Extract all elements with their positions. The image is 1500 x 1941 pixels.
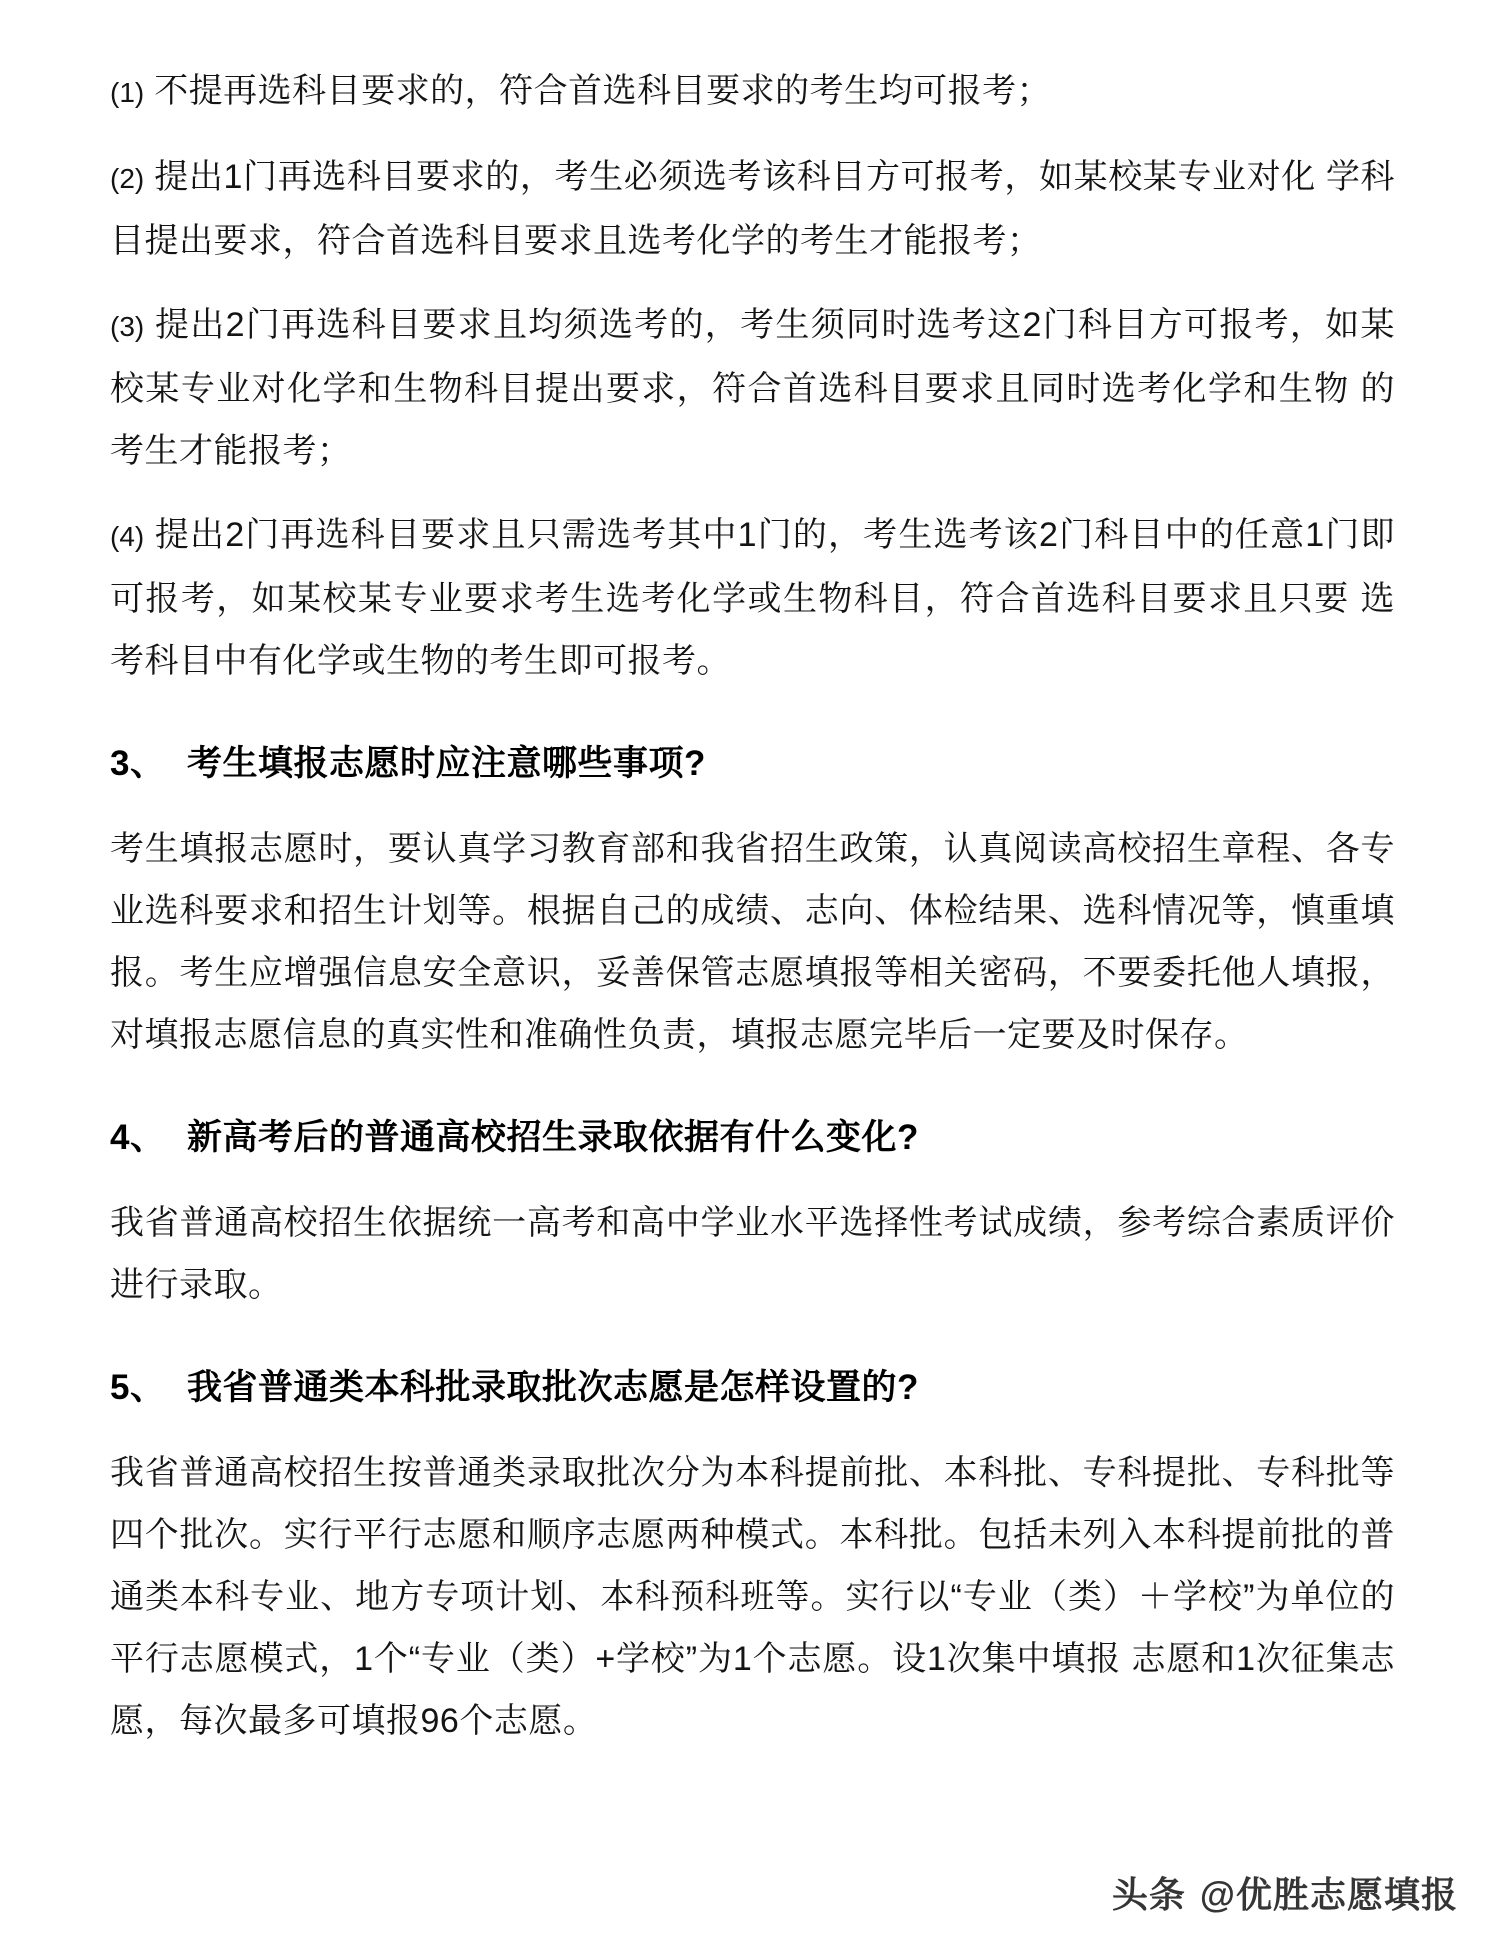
watermark [1111, 1874, 1458, 1915]
list-item [110, 60, 1395, 124]
list-item-text: 提出2门再选科目要求且均须选考的，考生须同时选考这2门科目方可报考，如某校某专业对化学和生物科目提出要求，符合首选科目要求且同时选考化学和生物 的考生才能报考； [110, 306, 1395, 470]
list-item-marker: (1) [110, 77, 145, 108]
qa-title: 考生填报志愿时应注意哪些事项? [186, 744, 706, 783]
qa-body: 我省普通高校招生依据统一高考和高中学业水平选择性考试成绩，参考综合素质评价进行录取。 [110, 1204, 1395, 1304]
list-item-text: 提出1门再选科目要求的，考生必须选考该科目方可报考，如某校某专业对化 学科目提出要求，符合首选科目要求且选考化学的考生才能报考； [110, 158, 1395, 260]
qa-separator: 、 [129, 1118, 165, 1157]
qa-section-3 [110, 738, 1395, 1066]
qa-title: 我省普通类本科批录取批次志愿是怎样设置的? [186, 1368, 919, 1407]
list-item-marker: (2) [110, 163, 145, 194]
qa-title: 新高考后的普通高校招生录取依据有什么变化? [186, 1118, 919, 1157]
list-item-text: 提出2门再选科目要求且只需选考其中1门的，考生选考该2门科目中的任意1门即可报考，如某校某专业要求考生选考化学或生物科目，符合首选科目要求且只要 选考科目中有化学或生物的考生即可报考。 [110, 516, 1395, 680]
list-item-text: 不提再选科目要求的，符合首选科目要求的考生均可报考； [154, 72, 1052, 110]
qa-body: 我省普通高校招生按普通类录取批次分为本科提前批、本科批、专科提批、专科批等四个批次。实行平行志愿和顺序志愿两种模式。本科批。包括未列入本科提前批的普通类本科专业、地方专项计划、本科预科班等。实行以“专业（类）＋学校”为单位的平行志愿模式，1个“专业（类）+学校”为1个志愿。设1次集中填报 志愿和1次征集志愿，每次最多可填报96个志愿。 [110, 1454, 1395, 1740]
qa-heading [110, 1362, 1395, 1414]
qa-body: 考生填报志愿时，要认真学习教育部和我省招生政策，认真阅读高校招生章程、各专业选科要求和招生计划等。根据自己的成绩、志向、体检结果、选科情况等，慎重填报。考生应增强信息安全意识，妥善保管志愿填报等相关密码，不要委托他人填报，对填报志愿信息的真实性和准确性负责，填报志愿完毕后一定要及时保存。 [110, 830, 1395, 1054]
document-content [110, 60, 1395, 1752]
list-item-marker: (4) [110, 521, 145, 552]
qa-number: 5 [110, 1368, 130, 1407]
list-item [110, 504, 1395, 692]
watermark-brand: 头条 [1111, 1874, 1186, 1915]
watermark-handle: @优胜志愿填报 [1199, 1874, 1458, 1915]
qa-number: 4 [110, 1118, 130, 1157]
qa-heading [110, 738, 1395, 790]
list-item-marker: (3) [110, 311, 145, 342]
list-item [110, 294, 1395, 482]
subject-requirement-list [110, 60, 1395, 692]
qa-section-4 [110, 1112, 1395, 1316]
qa-heading [110, 1112, 1395, 1164]
qa-section-5 [110, 1362, 1395, 1752]
qa-number: 3 [110, 744, 130, 783]
qa-separator: 、 [129, 744, 165, 783]
qa-separator: 、 [129, 1368, 165, 1407]
list-item [110, 146, 1395, 272]
